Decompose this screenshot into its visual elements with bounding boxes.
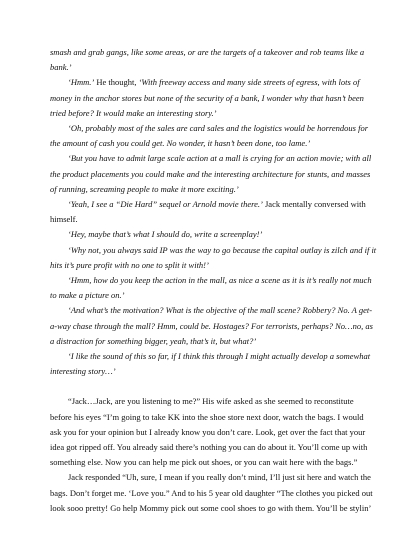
inner-thought: ‘Yeah, I see a “Die Hard” sequel or Arnold movie there.’ [68, 199, 263, 210]
paragraph: ‘Hey, maybe that’s what I should do, write a screenplay!’ [68, 229, 263, 240]
section-gap [50, 379, 377, 394]
narration: Jack mentally conversed with himself. [50, 199, 366, 225]
paragraph [50, 75, 377, 121]
inner-thought: ‘With freeway access and many side streets of egress, with lots of money in the anchor stores but none of the security of a bank, I wonder why that hasn’t been tried before? It would make an interesting story.’ [50, 77, 364, 118]
inner-thought: ‘Hmm.’ [68, 77, 95, 88]
paragraph: ‘And what’s the motivation? What is the objective of the mall scene? Robbery? No. A get-a-way chase through the mall? Hmm, could be. Hostages? For terrorists, perhaps? No…no, as a distraction for something bigger, yeah, that’s it, but what?’ [50, 305, 373, 346]
paragraph: ‘I like the sound of this so far, if I think this through I might actually develop a somewhat interesting story…’ [50, 351, 371, 377]
paragraph: ‘Hmm, how do you keep the action in the mall, as nice a scene as it is it’s really not much to make a picture on.’ [50, 275, 372, 301]
paragraph [50, 197, 377, 227]
paragraph: Jack responded “Uh, sure, I mean if you really don’t mind, I’ll just sit here and watch the bags. Don’t forget me. ‘Love you.” And to his 5 year old daughter “The clothes you picked out look sooo pretty! Go help Mommy pick out some cool shoes to go with them. You’ll be stylin’ [50, 472, 373, 513]
paragraph: “Jack…Jack, are you listening to me?” His wife asked as she seemed to reconstitute before his eyes “I’m going to take KK into the shoe store next door, watch the bags. I would ask you for your opinion but I already know you don’t care. Look, get over the fact that your idea got ripped off. You already said there’s nothing you can do about it. You’ll come up with something else. Now you can help me pick out shoes, or you can wait here with the bags.” [50, 396, 368, 468]
paragraph: ‘Why not, you always said IP was the way to go because the capital outlay is zilch and if it hits it’s pure profit with no one to split it with!’ [50, 244, 377, 270]
paragraph: ‘But you have to admit large scale action at a mall is crying for an action movie; with all the product placements you could make and the interesting architecture for stunts, and masses of running, screaming people to make it more exciting.’ [50, 153, 372, 194]
narration: He thought, [94, 77, 139, 88]
body-text [50, 45, 377, 516]
paragraph: ‘Oh, probably most of the sales are card sales and the logistics would be horrendous for the amount of cash you could get. No wonder, it hasn’t been done, too lame.’ [50, 123, 369, 149]
paragraph: smash and grab gangs, like some areas, or are the targets of a takeover and rob teams like a bank.’ [50, 47, 365, 73]
